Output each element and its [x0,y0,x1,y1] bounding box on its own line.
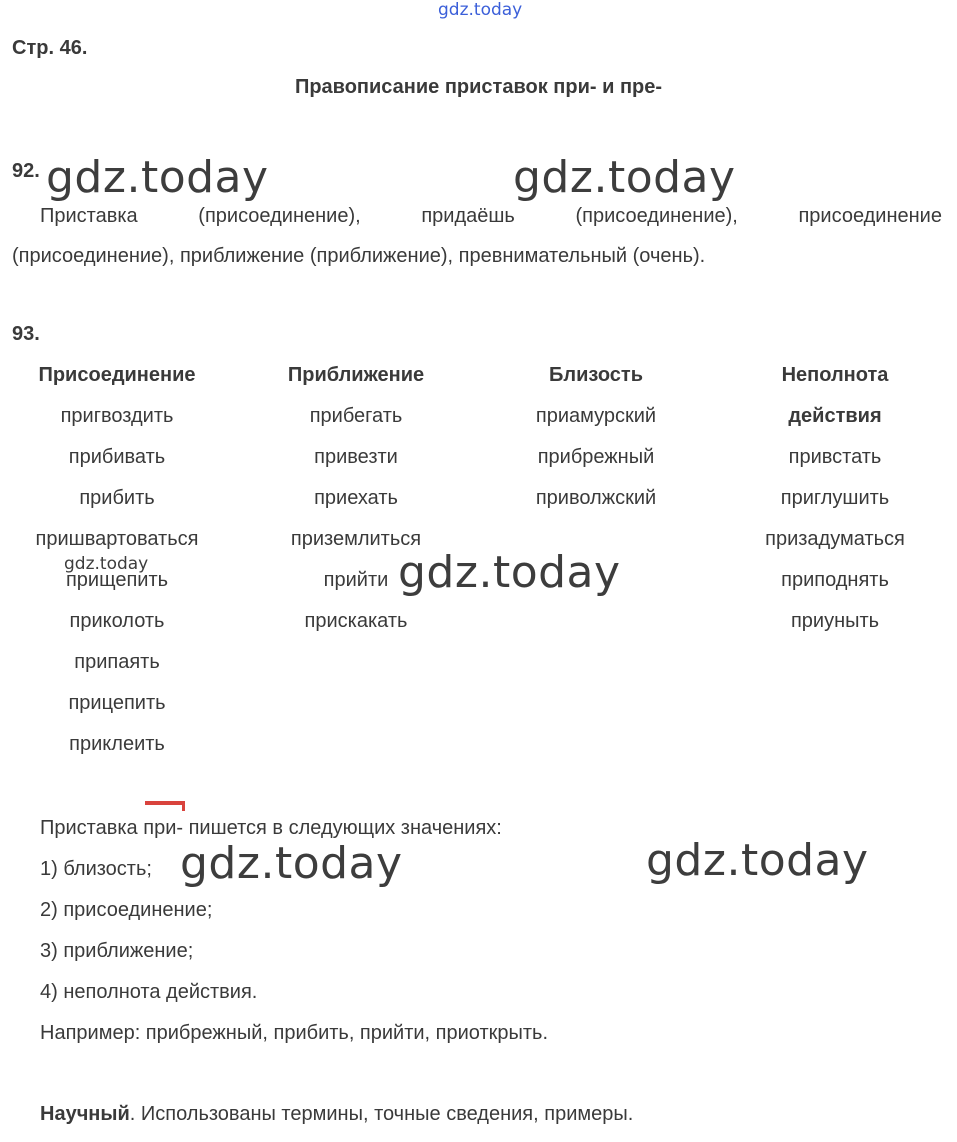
list-item: пришвартоваться [35,528,199,550]
list-item: призадуматься [765,528,905,550]
watermark: gdz.today [46,152,269,203]
rule-intro-before: Приставка [40,817,144,839]
list-item: приволжский [535,487,657,509]
watermark: gdz.today [398,547,621,598]
column-header-line-2: действия [788,405,882,427]
list-item: привстать [788,446,882,468]
list-item: приуныть [790,610,880,632]
prefix-marked: при- [143,808,183,849]
word: (присоединение), [198,205,361,227]
watermark: gdz.today [646,835,869,886]
list-item: припаять [74,651,160,673]
rule-item: 3) приближение; [40,940,194,962]
list-item: привезти [314,446,398,468]
list-item: приземлиться [290,528,422,550]
column-attachment [7,355,227,765]
list-item: приехать [314,487,398,509]
list-item: прискакать [304,610,408,632]
column-header: Присоединение [38,364,196,386]
rule-intro-after: пишется в следующих значениях: [183,817,502,839]
column-header: Неполнота [781,364,889,386]
column-proximity [486,355,706,519]
list-item: прищепить [65,569,169,591]
list-item: приподнять [781,569,889,591]
column-header: Близость [549,364,643,386]
watermark: gdz.today [180,838,403,889]
list-item: прицепить [68,692,166,714]
style-conclusion [40,1094,633,1135]
list-item: пригвоздить [60,405,174,427]
style-name: Научный [40,1103,130,1125]
column-header: Приближение [287,364,425,386]
list-item: прийти [323,569,389,591]
watermark-top: gdz.today [438,0,523,20]
list-item: прибрежный [537,446,655,468]
rule-intro [40,808,502,849]
rule-item: 2) присоединение; [40,899,213,921]
list-item: приклеить [69,733,165,755]
page-number: Стр. 46. [12,37,88,59]
list-item: прибегать [309,405,403,427]
exercise-92-line-1 [12,196,942,236]
list-item: прибивать [68,446,166,468]
list-item: приколоть [69,610,165,632]
rule-item: 1) близость; [40,858,152,880]
word: (присоединение), [575,205,738,227]
list-item: приамурский [535,405,657,427]
exercise-92-number: 92. [12,160,40,182]
page-title: Правописание приставок при- и пре- [294,76,663,98]
watermark: gdz.today [64,554,149,574]
word: придаёшь [421,205,515,227]
word: Приставка [40,205,138,227]
exercise-93-number: 93. [12,323,40,345]
style-description: . Использованы термины, точные сведения, примеры. [129,1103,634,1125]
word: присоединение [798,205,942,227]
rule-example: Например: прибрежный, прибить, прийти, приоткрыть. [40,1022,549,1044]
list-item: приглушить [780,487,890,509]
exercise-92-line-2: (присоединение), приближение (приближение), превнимательный (очень). [12,245,706,267]
column-approach [246,355,466,642]
watermark: gdz.today [513,152,736,203]
list-item: прибить [79,487,155,509]
exercise-92-text [12,196,942,276]
column-incompleteness [725,355,945,642]
rule-item: 4) неполнота действия. [40,981,258,1003]
